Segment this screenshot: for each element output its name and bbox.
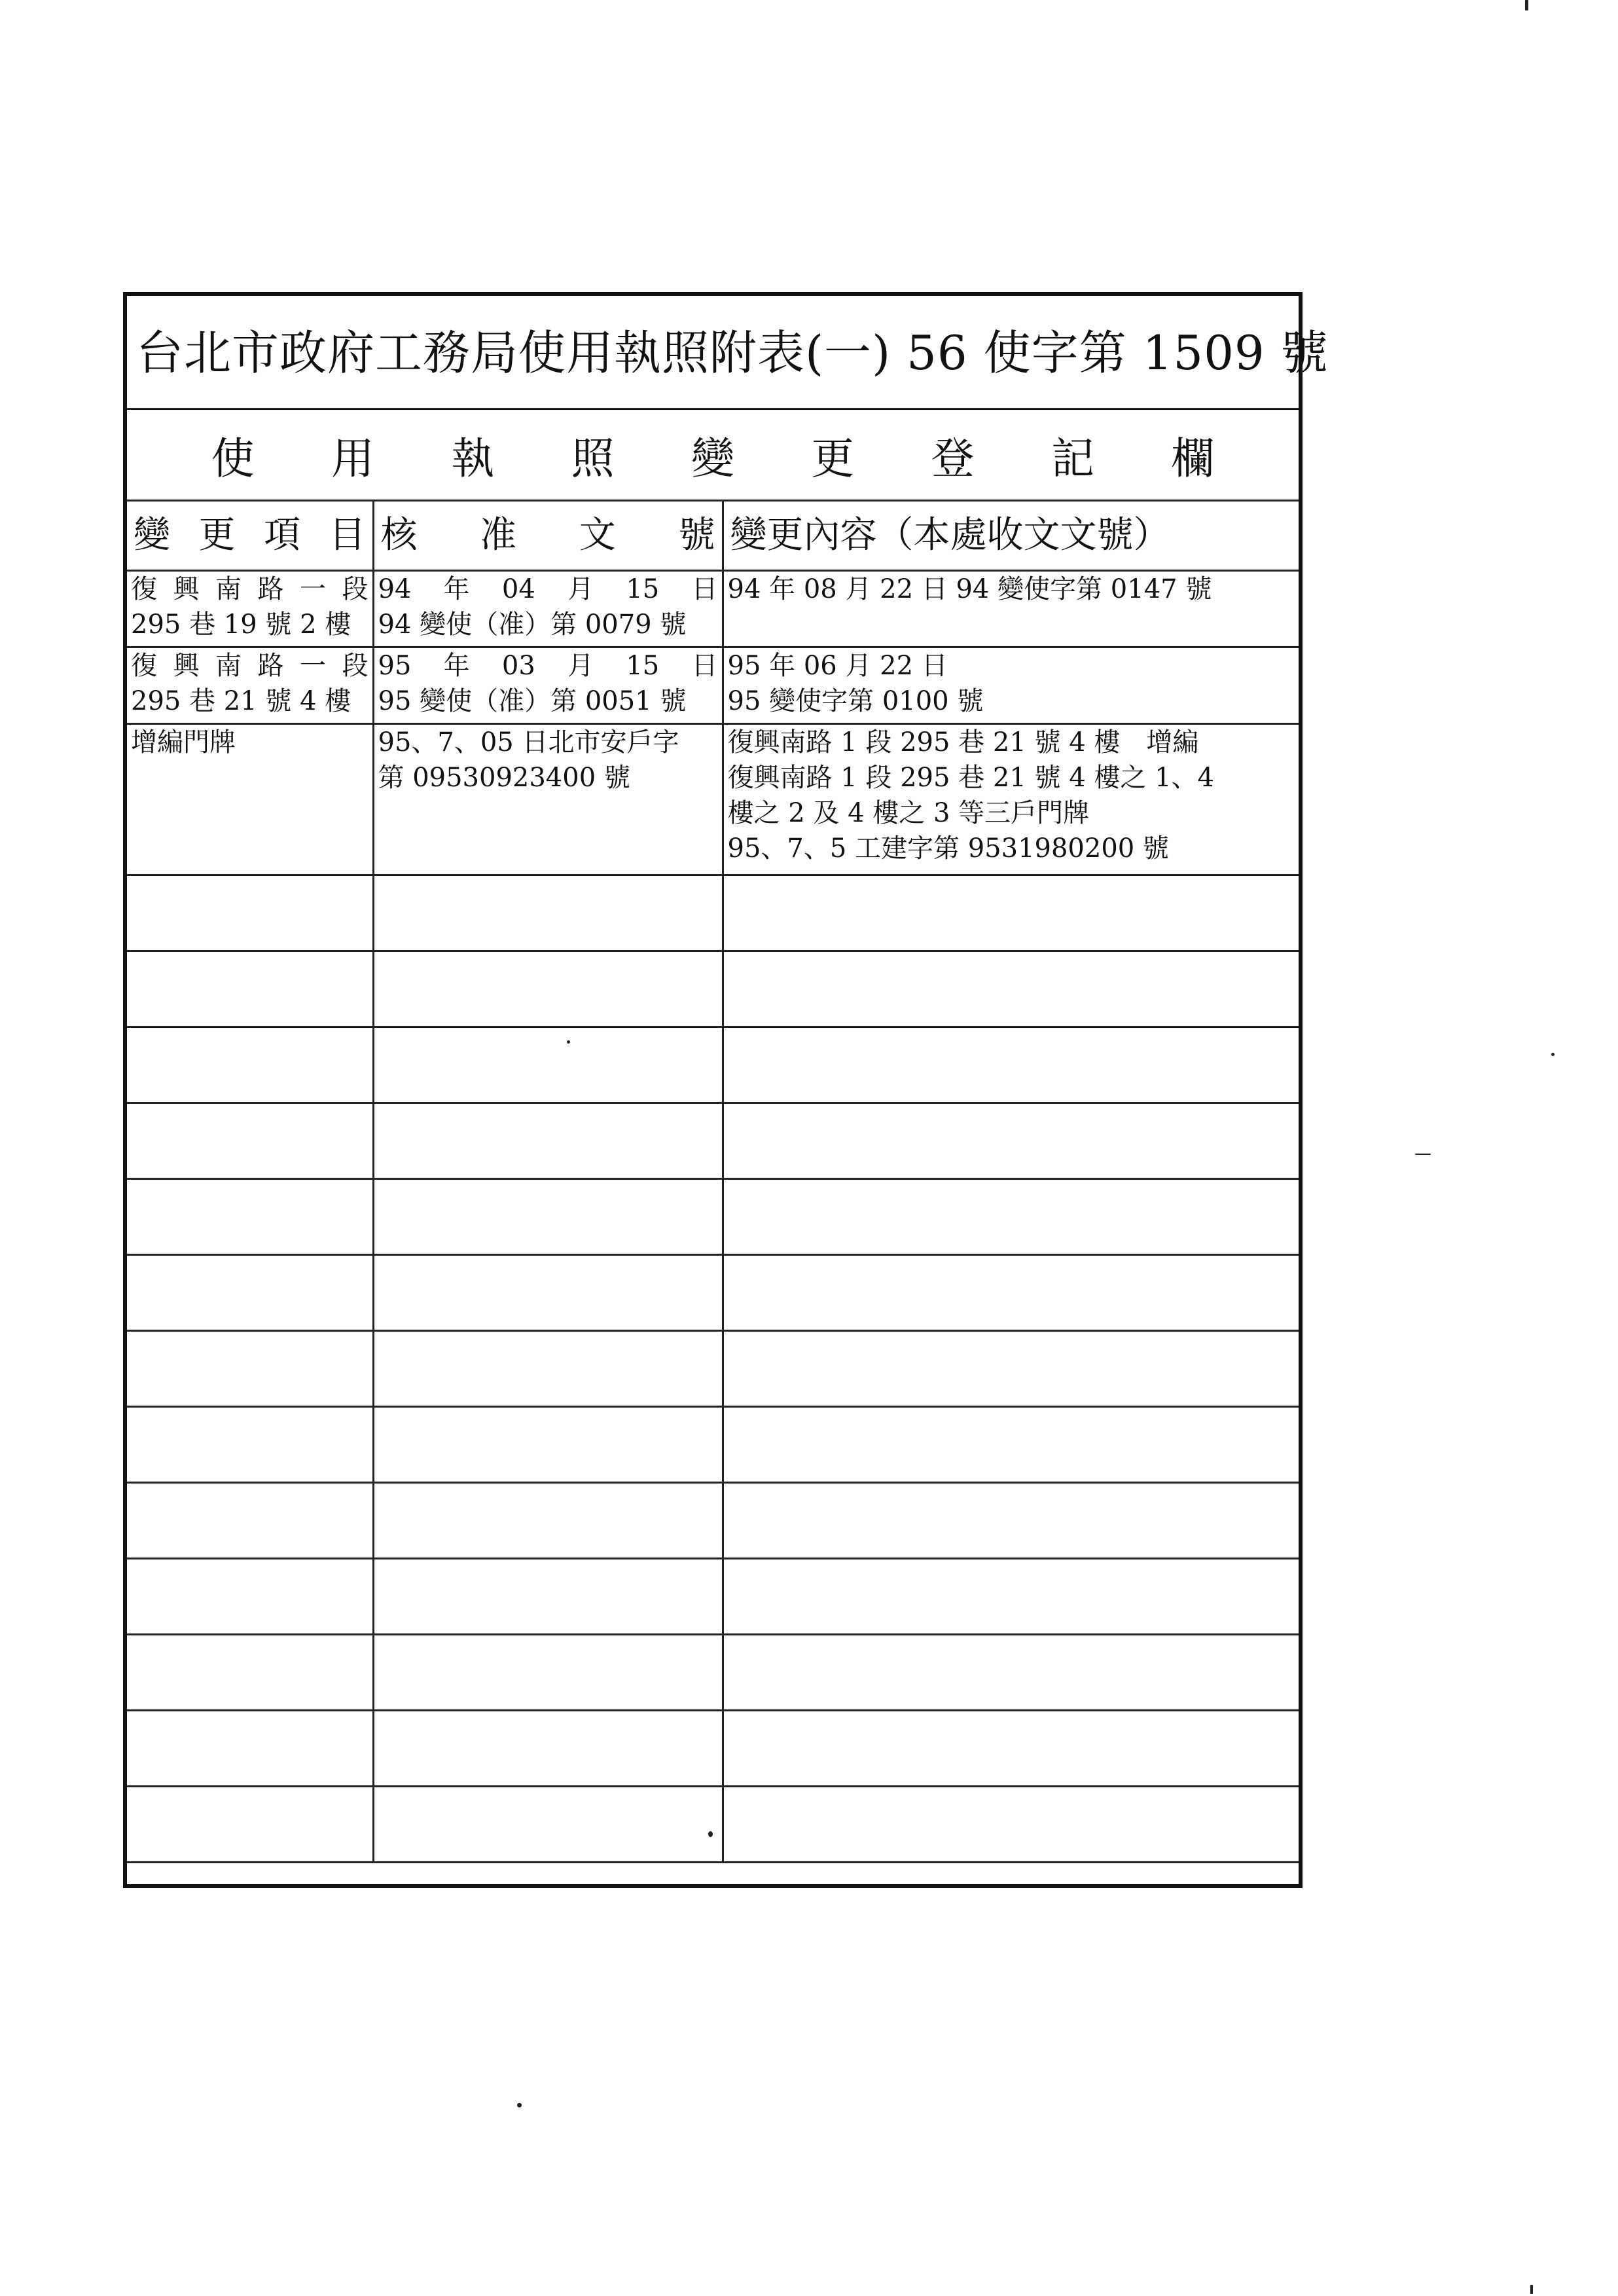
cell-change-content bbox=[723, 1787, 1299, 1863]
cell-char: 月 bbox=[567, 574, 594, 604]
license-sheet bbox=[123, 292, 1329, 1888]
scan-speck bbox=[1530, 2285, 1533, 2294]
header-approval-number bbox=[373, 501, 723, 571]
document-title: 台北市政府工務局使用執照附表(一) 56 使字第 1509 號 bbox=[127, 296, 1299, 410]
cell-change-item bbox=[127, 951, 373, 1027]
cell-char: 南 bbox=[215, 651, 242, 681]
subtitle-char: 變 bbox=[691, 433, 734, 484]
cell-change-item bbox=[127, 571, 373, 647]
header-char: 核 bbox=[380, 514, 418, 556]
cell-change-item bbox=[127, 1787, 373, 1863]
cell-line: 94 變使（准）第 0079 號 bbox=[378, 610, 687, 640]
cell-line: 295 巷 21 號 4 樓 bbox=[131, 686, 351, 716]
table-row-blank bbox=[127, 1559, 1299, 1635]
cell-change-content bbox=[723, 1635, 1299, 1711]
subtitle-char: 更 bbox=[811, 433, 855, 484]
cell-approval-number bbox=[373, 1179, 723, 1255]
cell-char: 路 bbox=[257, 574, 284, 604]
cell-line: 95 變使字第 0100 號 bbox=[727, 686, 984, 716]
table-row-blank bbox=[127, 1255, 1299, 1331]
cell-char: 月 bbox=[567, 651, 594, 681]
cell-approval-number bbox=[373, 1559, 723, 1635]
cell-approval-number bbox=[373, 1255, 723, 1331]
header-char: 項 bbox=[264, 514, 300, 556]
change-register-table bbox=[127, 501, 1299, 1863]
section-subtitle bbox=[127, 410, 1299, 501]
header-char: 變 bbox=[134, 514, 170, 556]
cell-change-content bbox=[723, 1027, 1299, 1103]
cell-char: 日 bbox=[691, 651, 718, 681]
cell-line: 樓之 2 及 4 樓之 3 等三戶門牌 bbox=[727, 798, 1090, 828]
scan-speck bbox=[517, 2103, 522, 2107]
cell-change-content bbox=[723, 951, 1299, 1027]
cell-change-item bbox=[127, 1635, 373, 1711]
cell-change-content bbox=[723, 647, 1299, 724]
cell-change-item bbox=[127, 724, 373, 875]
cell-approval-number bbox=[373, 875, 723, 951]
cell-change-content bbox=[723, 1331, 1299, 1407]
cell-change-item bbox=[127, 1559, 373, 1635]
cell-line: 增編門牌 bbox=[131, 727, 236, 757]
header-char: 准 bbox=[480, 514, 517, 556]
cell-approval-number bbox=[373, 1331, 723, 1407]
cell-change-item bbox=[127, 1255, 373, 1331]
table-row-blank bbox=[127, 1787, 1299, 1863]
table-row bbox=[127, 571, 1299, 647]
cell-line: 94 年 08 月 22 日 94 變使字第 0147 號 bbox=[727, 574, 1212, 604]
cell-approval-number bbox=[373, 1787, 723, 1863]
table-row-blank bbox=[127, 875, 1299, 951]
header-text: 變更內容（本處收文文號） bbox=[730, 514, 1170, 556]
cell-char: 段 bbox=[342, 651, 369, 681]
cell-change-content bbox=[723, 1103, 1299, 1179]
cell-change-item bbox=[127, 647, 373, 724]
cell-change-item bbox=[127, 1407, 373, 1483]
header-char: 目 bbox=[329, 514, 366, 556]
table-row-blank bbox=[127, 1179, 1299, 1255]
scan-speck bbox=[1525, 0, 1528, 10]
cell-change-item bbox=[127, 1711, 373, 1787]
cell-change-content bbox=[723, 1179, 1299, 1255]
cell-char: 復 bbox=[131, 574, 157, 604]
cell-line: 第 09530923400 號 bbox=[378, 763, 630, 793]
cell-change-item bbox=[127, 875, 373, 951]
cell-char: 興 bbox=[173, 651, 200, 681]
table-row-blank bbox=[127, 1331, 1299, 1407]
cell-approval-number bbox=[373, 571, 723, 647]
cell-approval-number bbox=[373, 1711, 723, 1787]
subtitle-char: 登 bbox=[931, 433, 975, 484]
cell-line: 95、7、5 工建字第 9531980200 號 bbox=[727, 833, 1169, 864]
subtitle-char: 使 bbox=[211, 433, 255, 484]
cell-change-content bbox=[723, 1559, 1299, 1635]
cell-change-item bbox=[127, 1027, 373, 1103]
cell-change-content bbox=[723, 875, 1299, 951]
cell-char: 一 bbox=[300, 574, 326, 604]
header-char: 文 bbox=[579, 514, 616, 556]
cell-char: 03 bbox=[501, 651, 535, 681]
table-row-blank bbox=[127, 1027, 1299, 1103]
cell-change-content bbox=[723, 724, 1299, 875]
table-row-blank bbox=[127, 1483, 1299, 1559]
scan-speck bbox=[1415, 1154, 1431, 1155]
cell-change-content bbox=[723, 1483, 1299, 1559]
cell-char: 15 bbox=[626, 651, 660, 681]
cell-change-content bbox=[723, 1407, 1299, 1483]
cell-approval-number bbox=[373, 1635, 723, 1711]
header-char: 號 bbox=[678, 514, 715, 556]
cell-change-item bbox=[127, 1103, 373, 1179]
header-change-item bbox=[127, 501, 373, 571]
cell-char: 南 bbox=[215, 574, 242, 604]
subtitle-char: 照 bbox=[571, 433, 615, 484]
subtitle-char: 用 bbox=[331, 433, 374, 484]
cell-char: 年 bbox=[443, 651, 470, 681]
cell-line: 95 變使（准）第 0051 號 bbox=[378, 686, 687, 716]
cell-change-content bbox=[723, 1711, 1299, 1787]
cell-char: 興 bbox=[173, 574, 200, 604]
cell-line: 復興南路 1 段 295 巷 21 號 4 樓之 1、4 bbox=[727, 763, 1214, 793]
cell-line: 95、7、05 日北市安戶字 bbox=[378, 727, 679, 757]
cell-approval-number bbox=[373, 647, 723, 724]
table-row bbox=[127, 647, 1299, 724]
subtitle-char: 欄 bbox=[1171, 433, 1215, 484]
header-change-content bbox=[723, 501, 1299, 571]
header-char: 更 bbox=[198, 514, 236, 556]
cell-char: 04 bbox=[501, 574, 535, 604]
cell-char: 復 bbox=[131, 651, 157, 681]
cell-approval-number bbox=[373, 1027, 723, 1103]
cell-approval-number bbox=[373, 1407, 723, 1483]
table-header-row bbox=[127, 501, 1299, 571]
scan-speck bbox=[708, 1831, 713, 1837]
cell-change-content bbox=[723, 1255, 1299, 1331]
cell-char: 年 bbox=[443, 574, 470, 604]
table-row-blank bbox=[127, 1711, 1299, 1787]
subtitle-char: 執 bbox=[451, 433, 495, 484]
table-row-blank bbox=[127, 1407, 1299, 1483]
cell-change-item bbox=[127, 1331, 373, 1407]
table-row-blank bbox=[127, 951, 1299, 1027]
cell-approval-number bbox=[373, 1483, 723, 1559]
cell-char: 一 bbox=[300, 651, 326, 681]
scan-speck bbox=[1551, 1053, 1555, 1056]
cell-line: 95 年 06 月 22 日 bbox=[727, 651, 948, 681]
cell-change-item bbox=[127, 1483, 373, 1559]
cell-change-item bbox=[127, 1179, 373, 1255]
cell-char: 段 bbox=[342, 574, 369, 604]
table-row-blank bbox=[127, 1635, 1299, 1711]
subtitle-char: 記 bbox=[1051, 433, 1094, 484]
scan-speck bbox=[567, 1040, 570, 1044]
cell-change-content bbox=[723, 571, 1299, 647]
cell-char: 路 bbox=[257, 651, 284, 681]
cell-approval-number bbox=[373, 951, 723, 1027]
cell-line: 復興南路 1 段 295 巷 21 號 4 樓 增編 bbox=[727, 727, 1199, 757]
cell-char: 15 bbox=[626, 574, 660, 604]
cell-line: 295 巷 19 號 2 樓 bbox=[131, 610, 351, 640]
cell-char: 94 bbox=[378, 574, 412, 604]
cell-approval-number bbox=[373, 724, 723, 875]
table-row bbox=[127, 724, 1299, 875]
table-row-blank bbox=[127, 1103, 1299, 1179]
cell-char: 95 bbox=[378, 651, 412, 681]
cell-approval-number bbox=[373, 1103, 723, 1179]
cell-char: 日 bbox=[691, 574, 718, 604]
